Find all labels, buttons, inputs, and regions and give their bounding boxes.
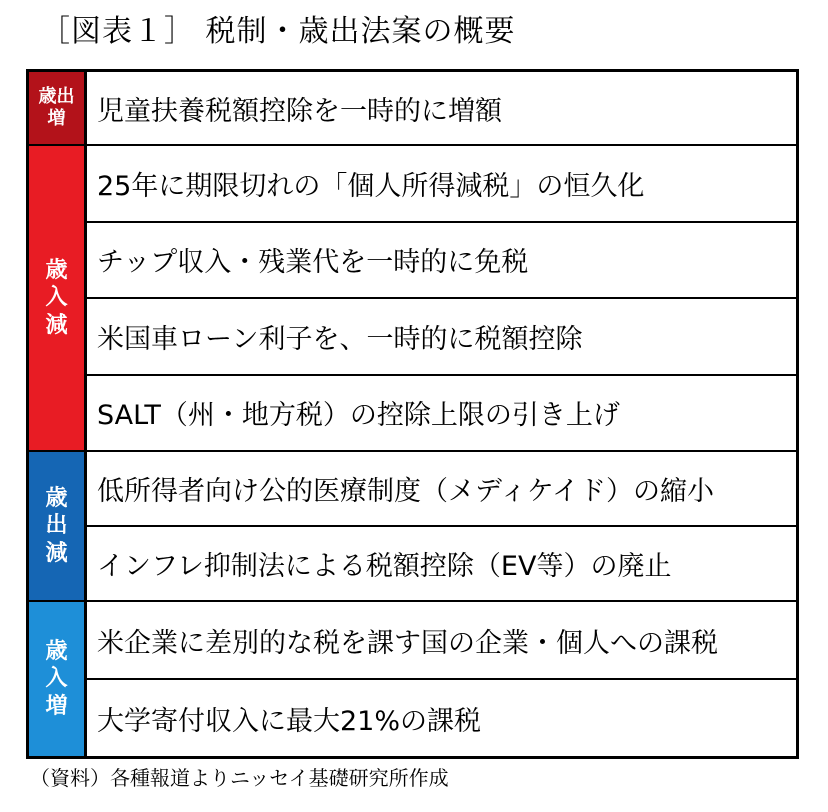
category-label (29, 72, 87, 144)
category-text: 歳出増 (38, 85, 75, 129)
table-row: 25年に期限切れの「個人所得減税」の恒久化 (87, 146, 796, 221)
table-row: 低所得者向け公的医療制度（メディケイド）の縮小 (87, 452, 796, 525)
category-label (29, 452, 87, 600)
item-list (87, 602, 796, 756)
category-text: 歳入減 (45, 257, 68, 338)
table-row: チップ収入・残業代を一時的に免税 (87, 223, 796, 298)
table-row: 米国車ローン利子を、一時的に税額控除 (87, 299, 796, 374)
item-list (87, 72, 796, 144)
group-revenue-decrease (29, 146, 796, 450)
category-label (29, 146, 87, 450)
table-row: 米企業に差別的な税を課す国の企業・個人への課税 (87, 602, 796, 678)
group-revenue-increase (29, 602, 796, 756)
category-text: 歳入増 (45, 638, 68, 719)
item-list (87, 452, 796, 600)
table-row: SALT（州・地方税）の控除上限の引き上げ (87, 376, 796, 451)
group-expenditure-decrease (29, 452, 796, 600)
table-row: 大学寄付収入に最大21%の課税 (87, 680, 796, 756)
group-expenditure-increase (29, 72, 796, 144)
table-row: インフレ抑制法による税額控除（EV等）の廃止 (87, 527, 796, 600)
figure-title: ［図表１］ 税制・歳出法案の概要 (40, 14, 516, 49)
source-note: （資料）各種報道よりニッセイ基礎研究所作成 (30, 766, 449, 790)
category-text: 歳出減 (45, 485, 68, 566)
summary-table (26, 69, 799, 759)
item-list (87, 146, 796, 450)
category-label (29, 602, 87, 756)
table-row: 児童扶養税額控除を一時的に増額 (87, 72, 796, 144)
